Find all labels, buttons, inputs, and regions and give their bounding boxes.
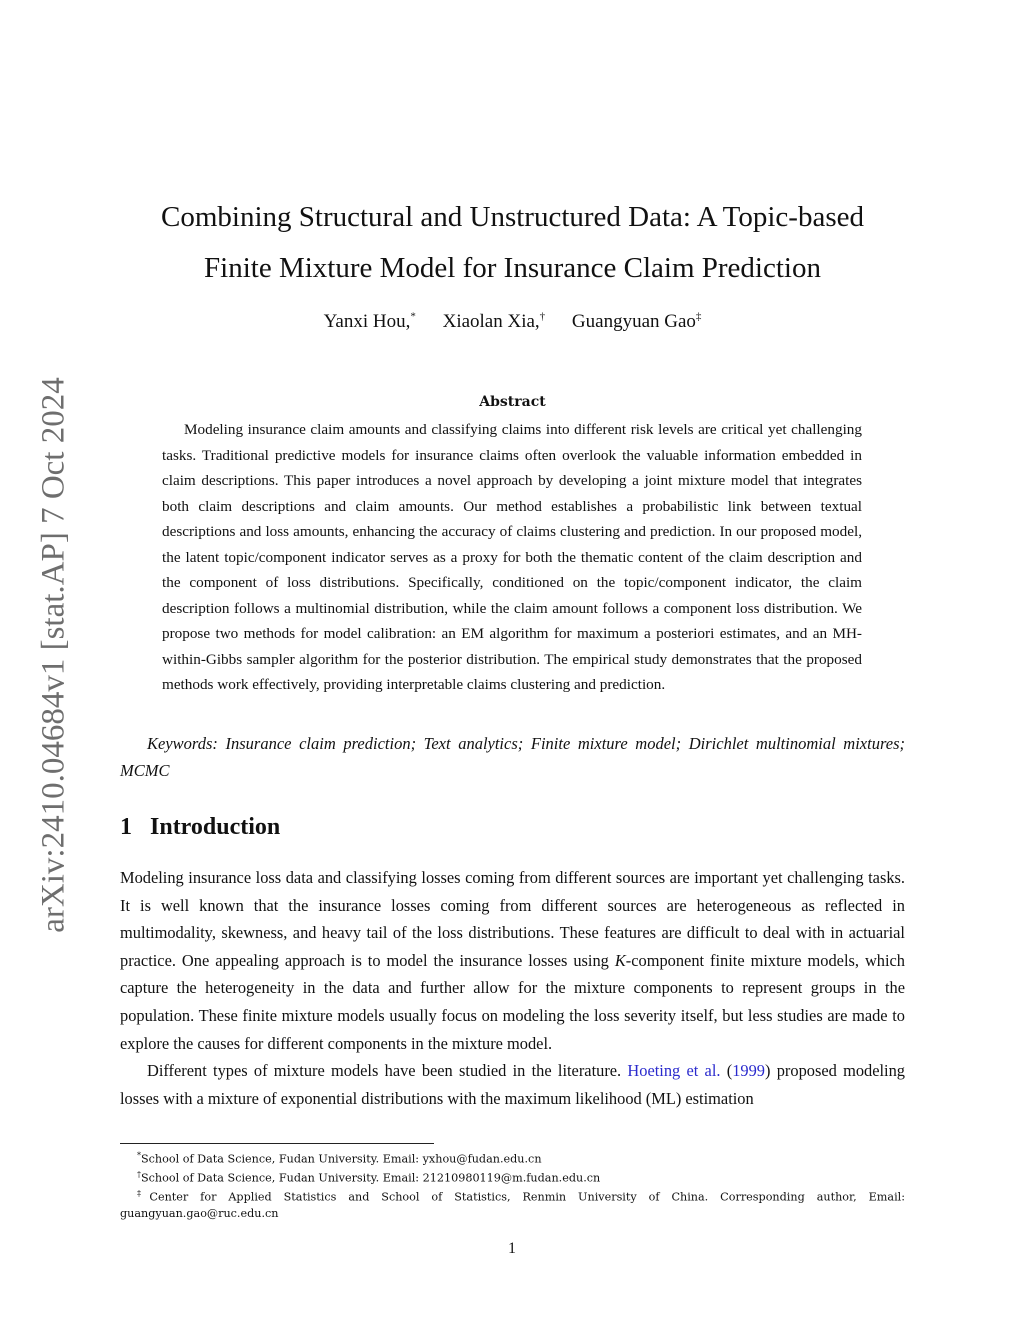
- footnote: *School of Data Science, Fudan University. Email: yxhou@fudan.edu.cn: [137, 1151, 542, 1166]
- arxiv-identifier: arXiv:2410.04684v1 [stat.AP] 7 Oct 2024: [35, 377, 72, 933]
- author-list: [120, 311, 905, 333]
- section-heading: [120, 814, 280, 841]
- title-line-1: Combining Structural and Unstructured Data: A Topic-based: [161, 201, 864, 233]
- intro-paragraph: Different types of mixture models have been studied in the literature. Hoeting et al. (1999) proposed modeling losses with a mixture of exponential distributions with the maximum likelihood (ML) estimation: [120, 1061, 905, 1108]
- keywords: Keywords: Insurance claim prediction; Text analytics; Finite mixture model; Dirichlet multinomial mixtures; MCMC: [120, 734, 905, 780]
- citation-link[interactable]: Hoeting et al.: [627, 1061, 721, 1081]
- section-title: Introduction: [150, 814, 281, 840]
- title-line-2: Finite Mixture Model for Insurance Claim Prediction: [204, 252, 821, 284]
- page-number: 1: [508, 1240, 516, 1257]
- abstract-heading: Abstract: [479, 394, 546, 410]
- abstract-text: Modeling insurance claim amounts and classifying claims into different risk levels are critical yet challenging tasks. Traditional predictive models for insurance claims often overlook the valuable information embedded in claim descriptions. This paper introduces a novel approach by developing a joint mixture model that integrates both claim descriptions and claim amounts. Our method establishes a probabilistic link between textual descriptions and loss amounts, enhancing the accuracy of claims clustering and prediction. In our proposed model, the latent topic/component indicator serves as a proxy for both the thematic content of the claim description and the component of loss distributions. Specifically, conditioned on the topic/component indicator, the claim description follows a multinomial distribution, while the claim amount follows a component loss distribution. We propose two methods for model calibration: an EM algorithm for maximum a posteriori estimates, and an MH-within-Gibbs sampler algorithm for the posterior distribution. The empirical study demonstrates that the proposed methods work effectively, providing interpretable claims clustering and prediction.: [162, 421, 862, 693]
- introduction-body: [120, 864, 905, 1112]
- footnote: †School of Data Science, Fudan University. Email: 21210980119@m.fudan.edu.cn: [137, 1170, 601, 1185]
- author: Yanxi Hou,*: [323, 311, 416, 333]
- footnote: ‡Center for Applied Statistics and School of Statistics, Renmin University of China. Corresponding author, Email: guangyuan.gao@ruc.edu.cn: [120, 1189, 905, 1220]
- footnotes: [120, 1148, 905, 1221]
- citation-year-link[interactable]: 1999: [732, 1061, 765, 1081]
- paper-title: [120, 192, 905, 294]
- footnote-rule: [120, 1143, 434, 1144]
- author: Xiaolan Xia,†: [442, 311, 546, 333]
- section-number: 1: [120, 814, 132, 840]
- author: Guangyuan Gao‡: [571, 311, 702, 333]
- intro-paragraph: Modeling insurance loss data and classifying losses coming from different sources are important yet challenging tasks. It is well known that the insurance losses coming from different sources are heterogeneous as reflected in multimodality, skewness, and heavy tail of the loss distributions. These features are difficult to deal with in actuarial practice. One appealing approach is to model the insurance losses using K-component finite mixture models, which capture the heterogeneity in the data and further allow for the mixture components to represent groups in the population. These finite mixture models usually focus on modeling the loss severity itself, but less studies are made to explore the causes for different components in the mixture model.: [120, 868, 906, 1053]
